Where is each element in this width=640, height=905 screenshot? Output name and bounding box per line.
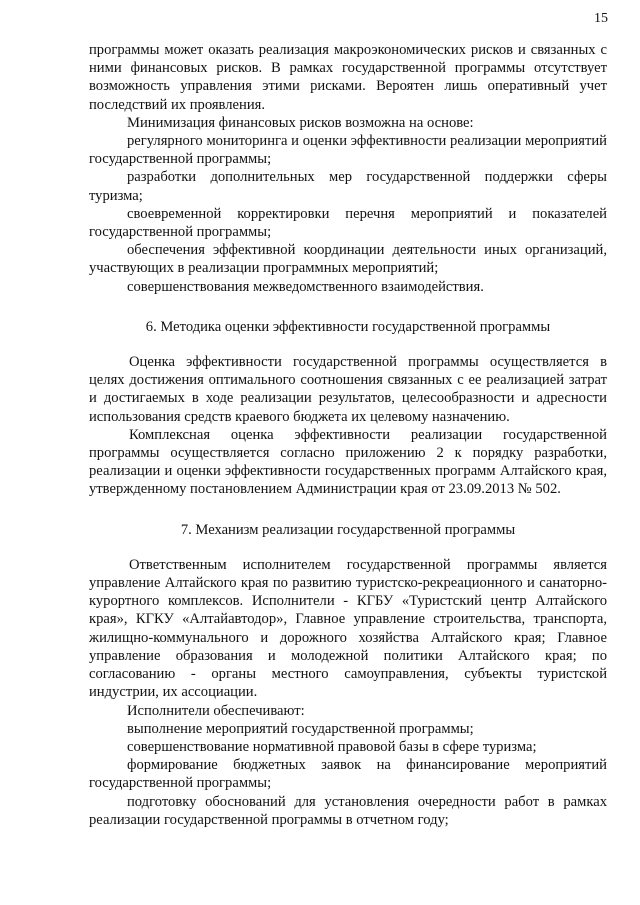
minimization-item: совершенствования межведомственного взаимодействия. [127,278,484,295]
page-number: 15 [594,11,608,26]
duty-item: выполнение мероприятий государственной программы; [127,720,474,737]
minimization-lead: Минимизация финансовых рисков возможна на основе: [127,114,474,131]
minimization-item: своевременной корректировки перечня мероприятий и показателей государственной программы; [89,205,607,241]
duty-item: совершенствование нормативной правовой базы в сфере туризма; [127,738,537,755]
section-6-heading: 6. Методика оценки эффективности государственной программы [145,318,551,335]
minimization-item: обеспечения эффективной координации деятельности иных организаций, участвующих в реализации программных мероприятий; [89,242,607,277]
duties-lead: Исполнители обеспечивают: [127,702,305,719]
page-body [89,41,607,829]
minimization-item: разработки дополнительных мер государственной поддержки сферы туризма; [89,169,607,204]
duty-item: формирование бюджетных заявок на финансирование мероприятий государственной программы; [89,757,607,792]
section-6-paragraph: Оценка эффективности государственной программы осуществляется в целях достижения оптимального соотношения связанных с ее реализацией затрат и достигаемых в ходе реализации результатов, целесообразности и адресности использования средств краевого бюджета их целевому назначению. [89,354,607,425]
minimization-item: регулярного мониторинга и оценки эффективности реализации мероприятий государственной программы; [89,133,607,168]
risk-paragraph-continuation: программы может оказать реализация макроэкономических рисков и связанных с ними финансовых рисков. В рамках государственной программы отсутствует возможность управления этими рисками. Вероятен лишь оперативный учет последствий их проявления. [89,42,607,113]
section-7-heading: 7. Механизм реализации государственной программы [180,521,516,538]
section-6-paragraph: Комплексная оценка эффективности реализации государственной программы осуществляется согласно приложению 2 к порядку разработки, реализации и оценки эффективности государственных программ Алтайского края, утвержденному постановлением Администрации края от 23.09.2013 № 502. [89,426,607,498]
section-7-paragraph: Ответственным исполнителем государственной программы является управление Алтайского края по развитию туристско-рекреационного и санаторно-курортного комплексов. Исполнители - КГБУ «Туристский центр Алтайского края», КГКУ «Алтайавтодор», Главное управление строительства, транспорта, жилищно-коммунального и дорожного хозяйства Алтайского края; Главное управление образования и молодежной политики Алтайского края; по согласованию - органы местного самоуправления, субъекты туристской индустрии, их ассоциации. [89,556,607,701]
duty-item: подготовку обоснований для установления очередности работ в рамках реализации государственной программы в отчетном году; [89,793,607,828]
